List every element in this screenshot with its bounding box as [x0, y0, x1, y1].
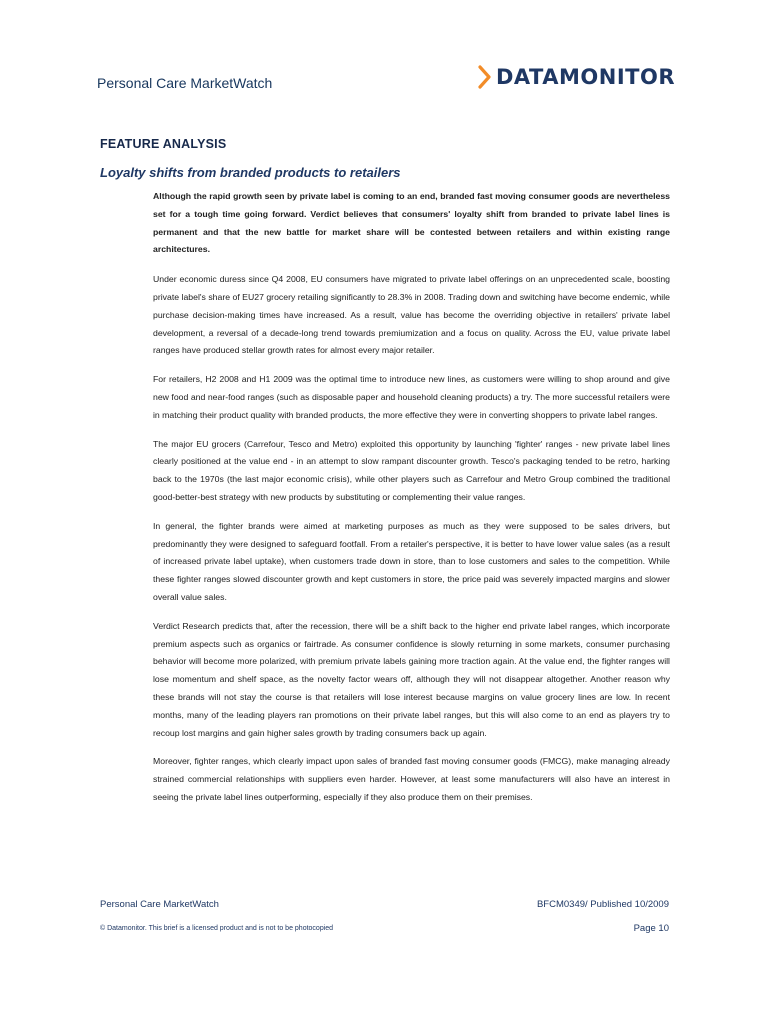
chevron-logo-icon [478, 65, 492, 89]
article-title: Loyalty shifts from branded products to retailers [100, 165, 401, 180]
section-heading: FEATURE ANALYSIS [100, 137, 227, 151]
page-number: Page 10 [633, 923, 669, 934]
footer-publication: Personal Care MarketWatch [100, 899, 219, 910]
copyright-notice: © Datamonitor. This brief is a licensed product and is not to be photocopied [100, 925, 334, 932]
datamonitor-logo [478, 64, 675, 90]
body-paragraph: Verdict Research predicts that, after the recession, there will be a shift back to the higher end private label ranges, which incorporate premium aspects such as organics or fairtrade. As consumer confidence is slowly returning in some markets, consumer purchasing behavior will become more polarized, with premium private labels gaining more traction again. At the value end, the fighter ranges will lose momentum and shelf space, as the novelty factor wears off, although they will not disappear altogether. Another reason why these brands will not stay the course is that retailers will lose interest because margins on value grocery lines are low. In recent months, many of the leading players ran promotions on their private label ranges, but this will also come to an end as players try to recoup lost margins and gain higher sales growth by trading consumers back up again. [153, 620, 670, 738]
body-paragraph: In general, the fighter brands were aimed at marketing purposes as much as they were supposed to be sales drivers, but predominantly they were designed to safeguard footfall. From a retailer's perspective, it is better to have lower value sales (as a result of increased private label uptake), when customers trade down in store, than to lose customers and sales to the competition. While these fighter ranges slowed discounter growth and kept customers in store, the price paid was severely impacted margins and slower overall value sales. [153, 520, 670, 602]
body-paragraph: For retailers, H2 2008 and H1 2009 was the optimal time to introduce new lines, as customers were willing to shop around and give new food and near-food ranges (such as disposable paper and household cleaning products) a try. The more successful retailers were in matching their product quality with branded products, the more effective they were in converting shoppers to private label ranges. [153, 374, 670, 420]
publication-title: Personal Care MarketWatch [97, 75, 273, 91]
lead-paragraph: Although the rapid growth seen by private label is coming to an end, branded fast moving consumer goods are nevertheless set for a tough time going forward. Verdict believes that consumers' loyalty shift from branded to private label lines is permanent and that the new battle for market share will be contested between retailers and within existing range architectures. [153, 191, 670, 255]
footer-reference: BFCM0349/ Published 10/2009 [536, 899, 669, 910]
article-body [153, 188, 670, 818]
body-paragraph: The major EU grocers (Carrefour, Tesco and Metro) exploited this opportunity by launching 'fighter' ranges - new private label lines clearly positioned at the value end - in an attempt to slow rampant discounter growth. Tesco's packaging tended to be retro, harking back to the 1970s (the last major economic crisis), while other players such as Carrefour and Metro Group combined the traditional good-better-best strategy with new products by substituting or complementing their value ranges. [153, 438, 670, 502]
logo-text: DATAMONITOR [496, 65, 675, 89]
body-paragraph: Moreover, fighter ranges, which clearly impact upon sales of branded fast moving consumer goods (FMCG), make managing already strained commercial relationships with suppliers even harder. However, at least some manufacturers will also have an interest in seeing the private label lines outperforming, especially if they also produce them on their premises. [153, 756, 670, 802]
body-paragraph: Under economic duress since Q4 2008, EU consumers have migrated to private label offerings on an unprecedented scale, boosting private label's share of EU27 grocery retailing significantly to 28.3% in 2008. Trading down and switching have become endemic, while purchase decision-making times have increased. As a result, value has become the overriding objective in retailers' private label development, a reversal of a decade-long trend towards premiumization and a focus on quality. Across the EU, value private label ranges have produced stellar growth rates for almost every major retailer. [153, 274, 670, 356]
